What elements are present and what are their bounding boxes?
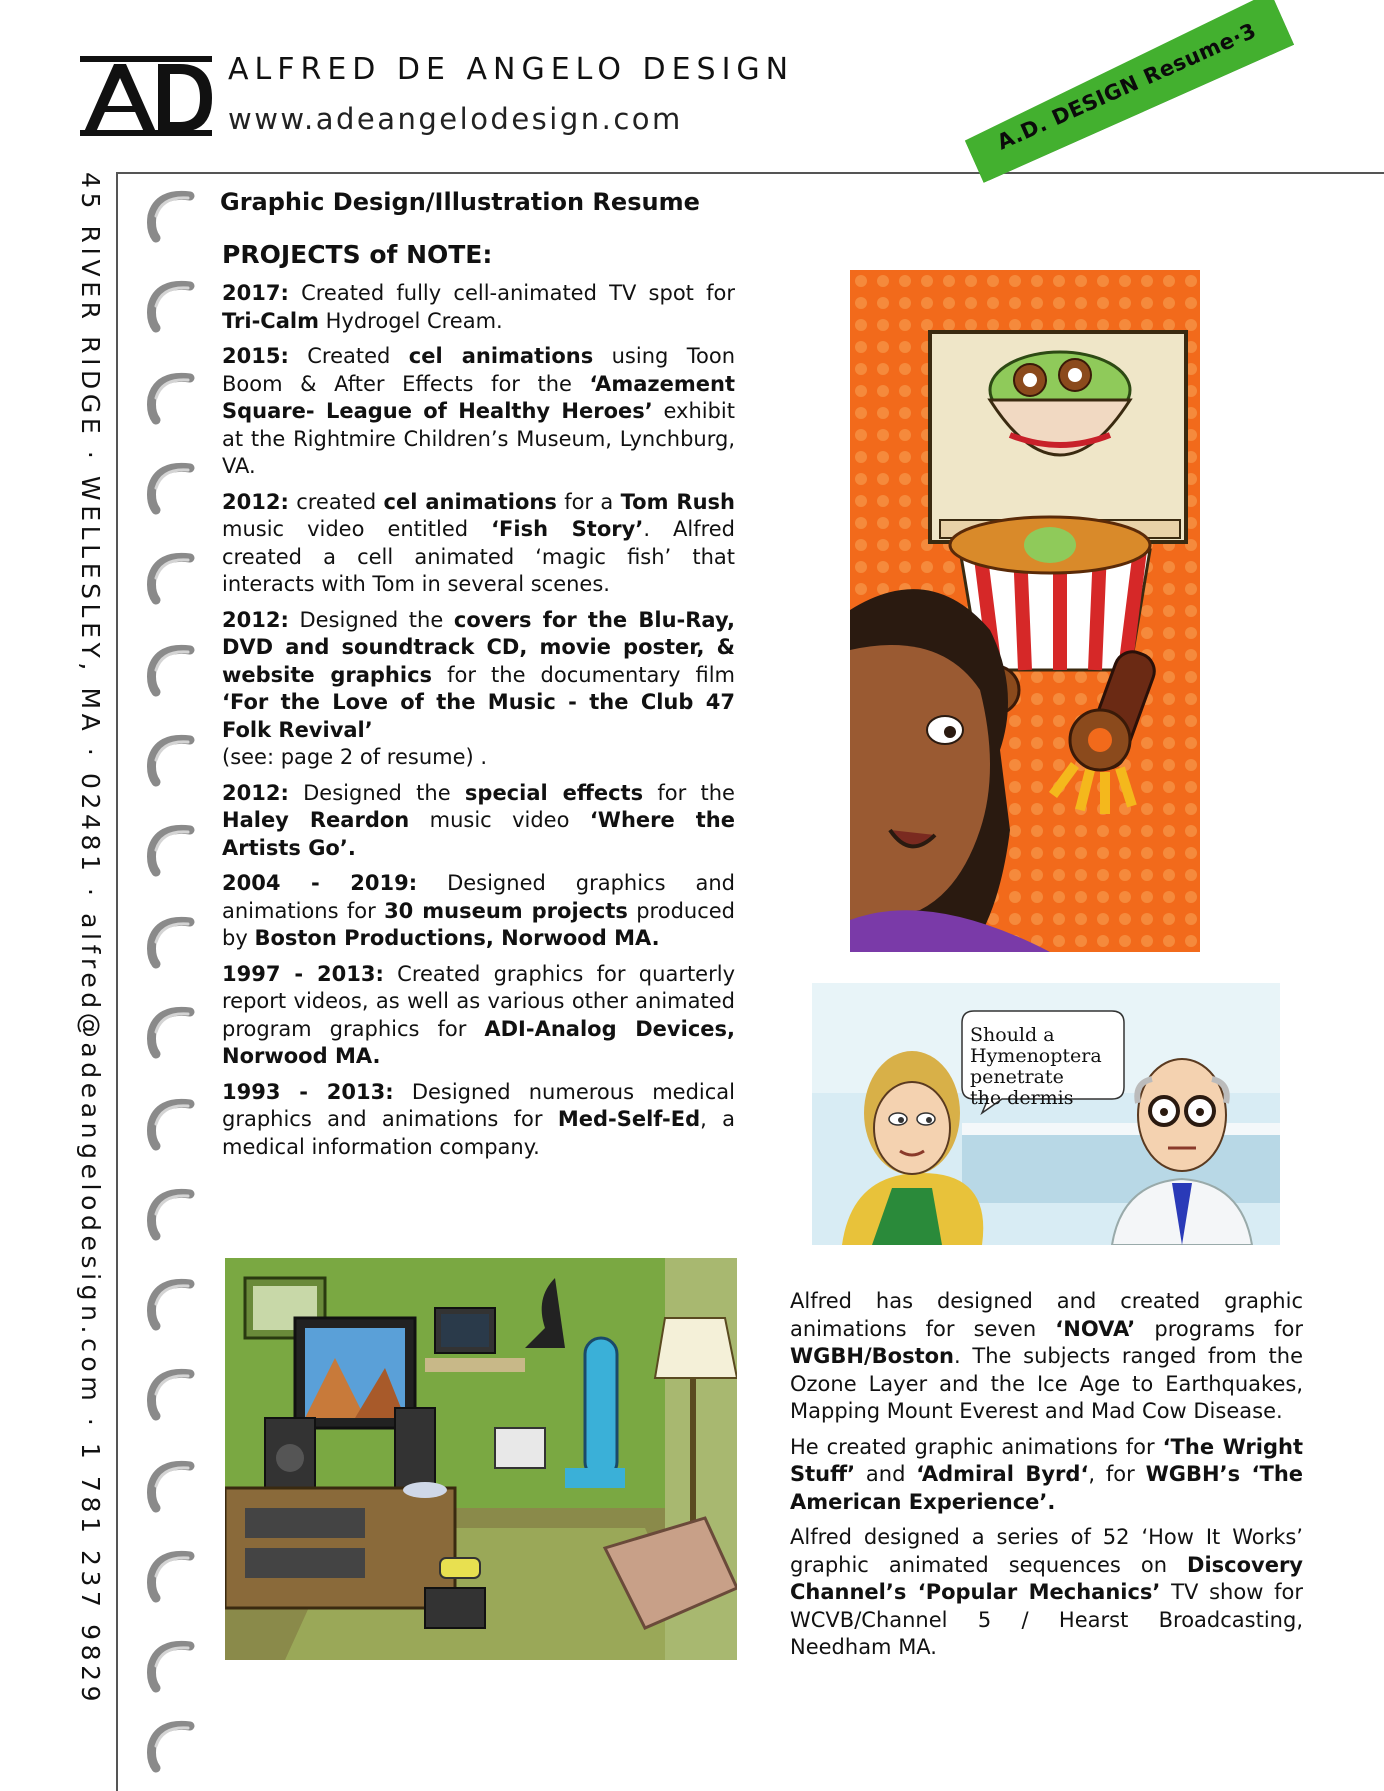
website-url[interactable]: www.adeangelodesign.com bbox=[228, 102, 683, 136]
binder-ring bbox=[140, 186, 198, 244]
medical-cartoon-illustration bbox=[812, 983, 1280, 1245]
frame-horizontal-line bbox=[116, 172, 1384, 174]
binder-ring bbox=[140, 548, 198, 606]
project-year: 2015: bbox=[222, 344, 289, 368]
speech-line-4: the dermis bbox=[970, 1087, 1074, 1109]
binder-ring bbox=[140, 1094, 198, 1152]
project-entry bbox=[222, 343, 735, 481]
living-room-illustration bbox=[225, 1258, 737, 1660]
project-year: 2017: bbox=[222, 281, 289, 305]
projects-heading: PROJECTS of NOTE: bbox=[222, 240, 493, 269]
binder-ring bbox=[140, 1184, 198, 1242]
project-description: Created cel animations using Toon Boom & After Effects for the ‘Amazement Square- League of Healthy Heroes’ exhibit at the Rightmire Children’s Museum, Lynchburg, VA. bbox=[222, 344, 735, 478]
project-description: Designed the special effects for the Haley Reardon music video ‘Where the Artists Go’. bbox=[222, 780, 735, 860]
project-description: Designed the covers for the Blu-Ray, DVD and soundtrack CD, movie poster, & website graphics for the documentary film ‘For the Love of the Music - the Club 47 Folk Revival’ (see: page 2 of resume) . bbox=[222, 607, 736, 769]
frame-vertical-line bbox=[116, 172, 118, 1791]
project-year: 1997 - 2013: bbox=[222, 961, 384, 986]
project-year: 1993 - 2013: bbox=[222, 1079, 394, 1104]
ad-logo bbox=[80, 56, 212, 136]
project-entry bbox=[222, 780, 735, 863]
project-description: Created fully cell-animated TV spot for Tri-Calm Hydrogel Cream. bbox=[222, 281, 735, 333]
binder-ring bbox=[140, 820, 198, 878]
project-entry bbox=[222, 280, 735, 335]
project-description: Created graphics for quarterly report videos, as well as various other animated program graphics for ADI-Analog Devices, Norwood MA. bbox=[222, 961, 736, 1068]
binder-ring bbox=[140, 1546, 198, 1604]
projects-list bbox=[222, 280, 735, 1169]
project-year: 2004 - 2019: bbox=[222, 871, 418, 895]
nova-paragraph: He created graphic animations for ‘The Wright Stuff’ and ‘Admiral Byrd‘, for WGBH’s ‘The American Experience’. bbox=[790, 1434, 1304, 1514]
binder-ring bbox=[140, 1002, 198, 1060]
project-description: created cel animations for a Tom Rush music video entitled ‘Fish Story’. Alfred created a cell animated ‘magic fish’ that interacts with Tom in several scenes. bbox=[222, 489, 736, 596]
project-entry bbox=[222, 489, 735, 599]
firm-name: ALFRED DE ANGELO DESIGN bbox=[228, 52, 795, 87]
vertical-address bbox=[75, 172, 109, 1707]
binder-ring bbox=[140, 1636, 198, 1694]
binder-ring bbox=[140, 458, 198, 516]
resume-page-banner bbox=[960, 0, 1294, 183]
binder-ring bbox=[140, 1716, 198, 1774]
speech-line-1: Should a bbox=[970, 1024, 1055, 1046]
project-entry bbox=[222, 607, 735, 772]
address-text: 45 RIVER RIDGE · WELLESLEY, MA · 02481 · alfred@adeangelodesign.com · 1 781 237 9829 bbox=[76, 172, 105, 1707]
project-description: Designed numerous medical graphics and animations for Med-Self-Ed, a medical information company. bbox=[222, 1079, 735, 1159]
project-description: Designed graphics and animations for 30 museum projects produced by Boston Productions, Norwood MA. bbox=[222, 871, 736, 950]
binder-ring bbox=[140, 1456, 198, 1514]
binder-ring bbox=[140, 276, 198, 334]
resume-title: Graphic Design/Illustration Resume bbox=[220, 188, 700, 216]
binder-ring bbox=[140, 368, 198, 426]
binder-ring bbox=[140, 912, 198, 970]
project-year: 2012: bbox=[222, 607, 289, 632]
speech-line-2: Hymenoptera bbox=[970, 1045, 1102, 1067]
nova-paragraph: Alfred designed a series of 52 ‘How It Works’ graphic animated sequences on Discovery Channel’s ‘Popular Mechanics’ TV show for WCVB/Channel 5 / Hearst Broadcasting, Needham MA. bbox=[790, 1525, 1303, 1659]
food-characters-illustration bbox=[850, 270, 1200, 952]
nova-text-block bbox=[790, 1288, 1303, 1670]
project-entry bbox=[222, 961, 735, 1071]
project-entry bbox=[222, 870, 735, 953]
banner-text: A.D. DESIGN Resume·3 bbox=[993, 18, 1260, 155]
binder-ring bbox=[140, 640, 198, 698]
binder-ring bbox=[140, 1364, 198, 1422]
nova-paragraph: Alfred has designed and created graphic animations for seven ‘NOVA’ programs for WGBH/Boston. The subjects ranged from the Ozone Layer and the Ice Age to Earthquakes, Mapping Mount Everest and Mad Cow Disease. bbox=[790, 1289, 1303, 1423]
project-year: 2012: bbox=[222, 489, 289, 514]
binder-ring bbox=[140, 730, 198, 788]
speech-line-3: penetrate bbox=[970, 1066, 1064, 1088]
binder-ring bbox=[140, 1274, 198, 1332]
project-entry bbox=[222, 1079, 735, 1162]
project-year: 2012: bbox=[222, 780, 289, 805]
